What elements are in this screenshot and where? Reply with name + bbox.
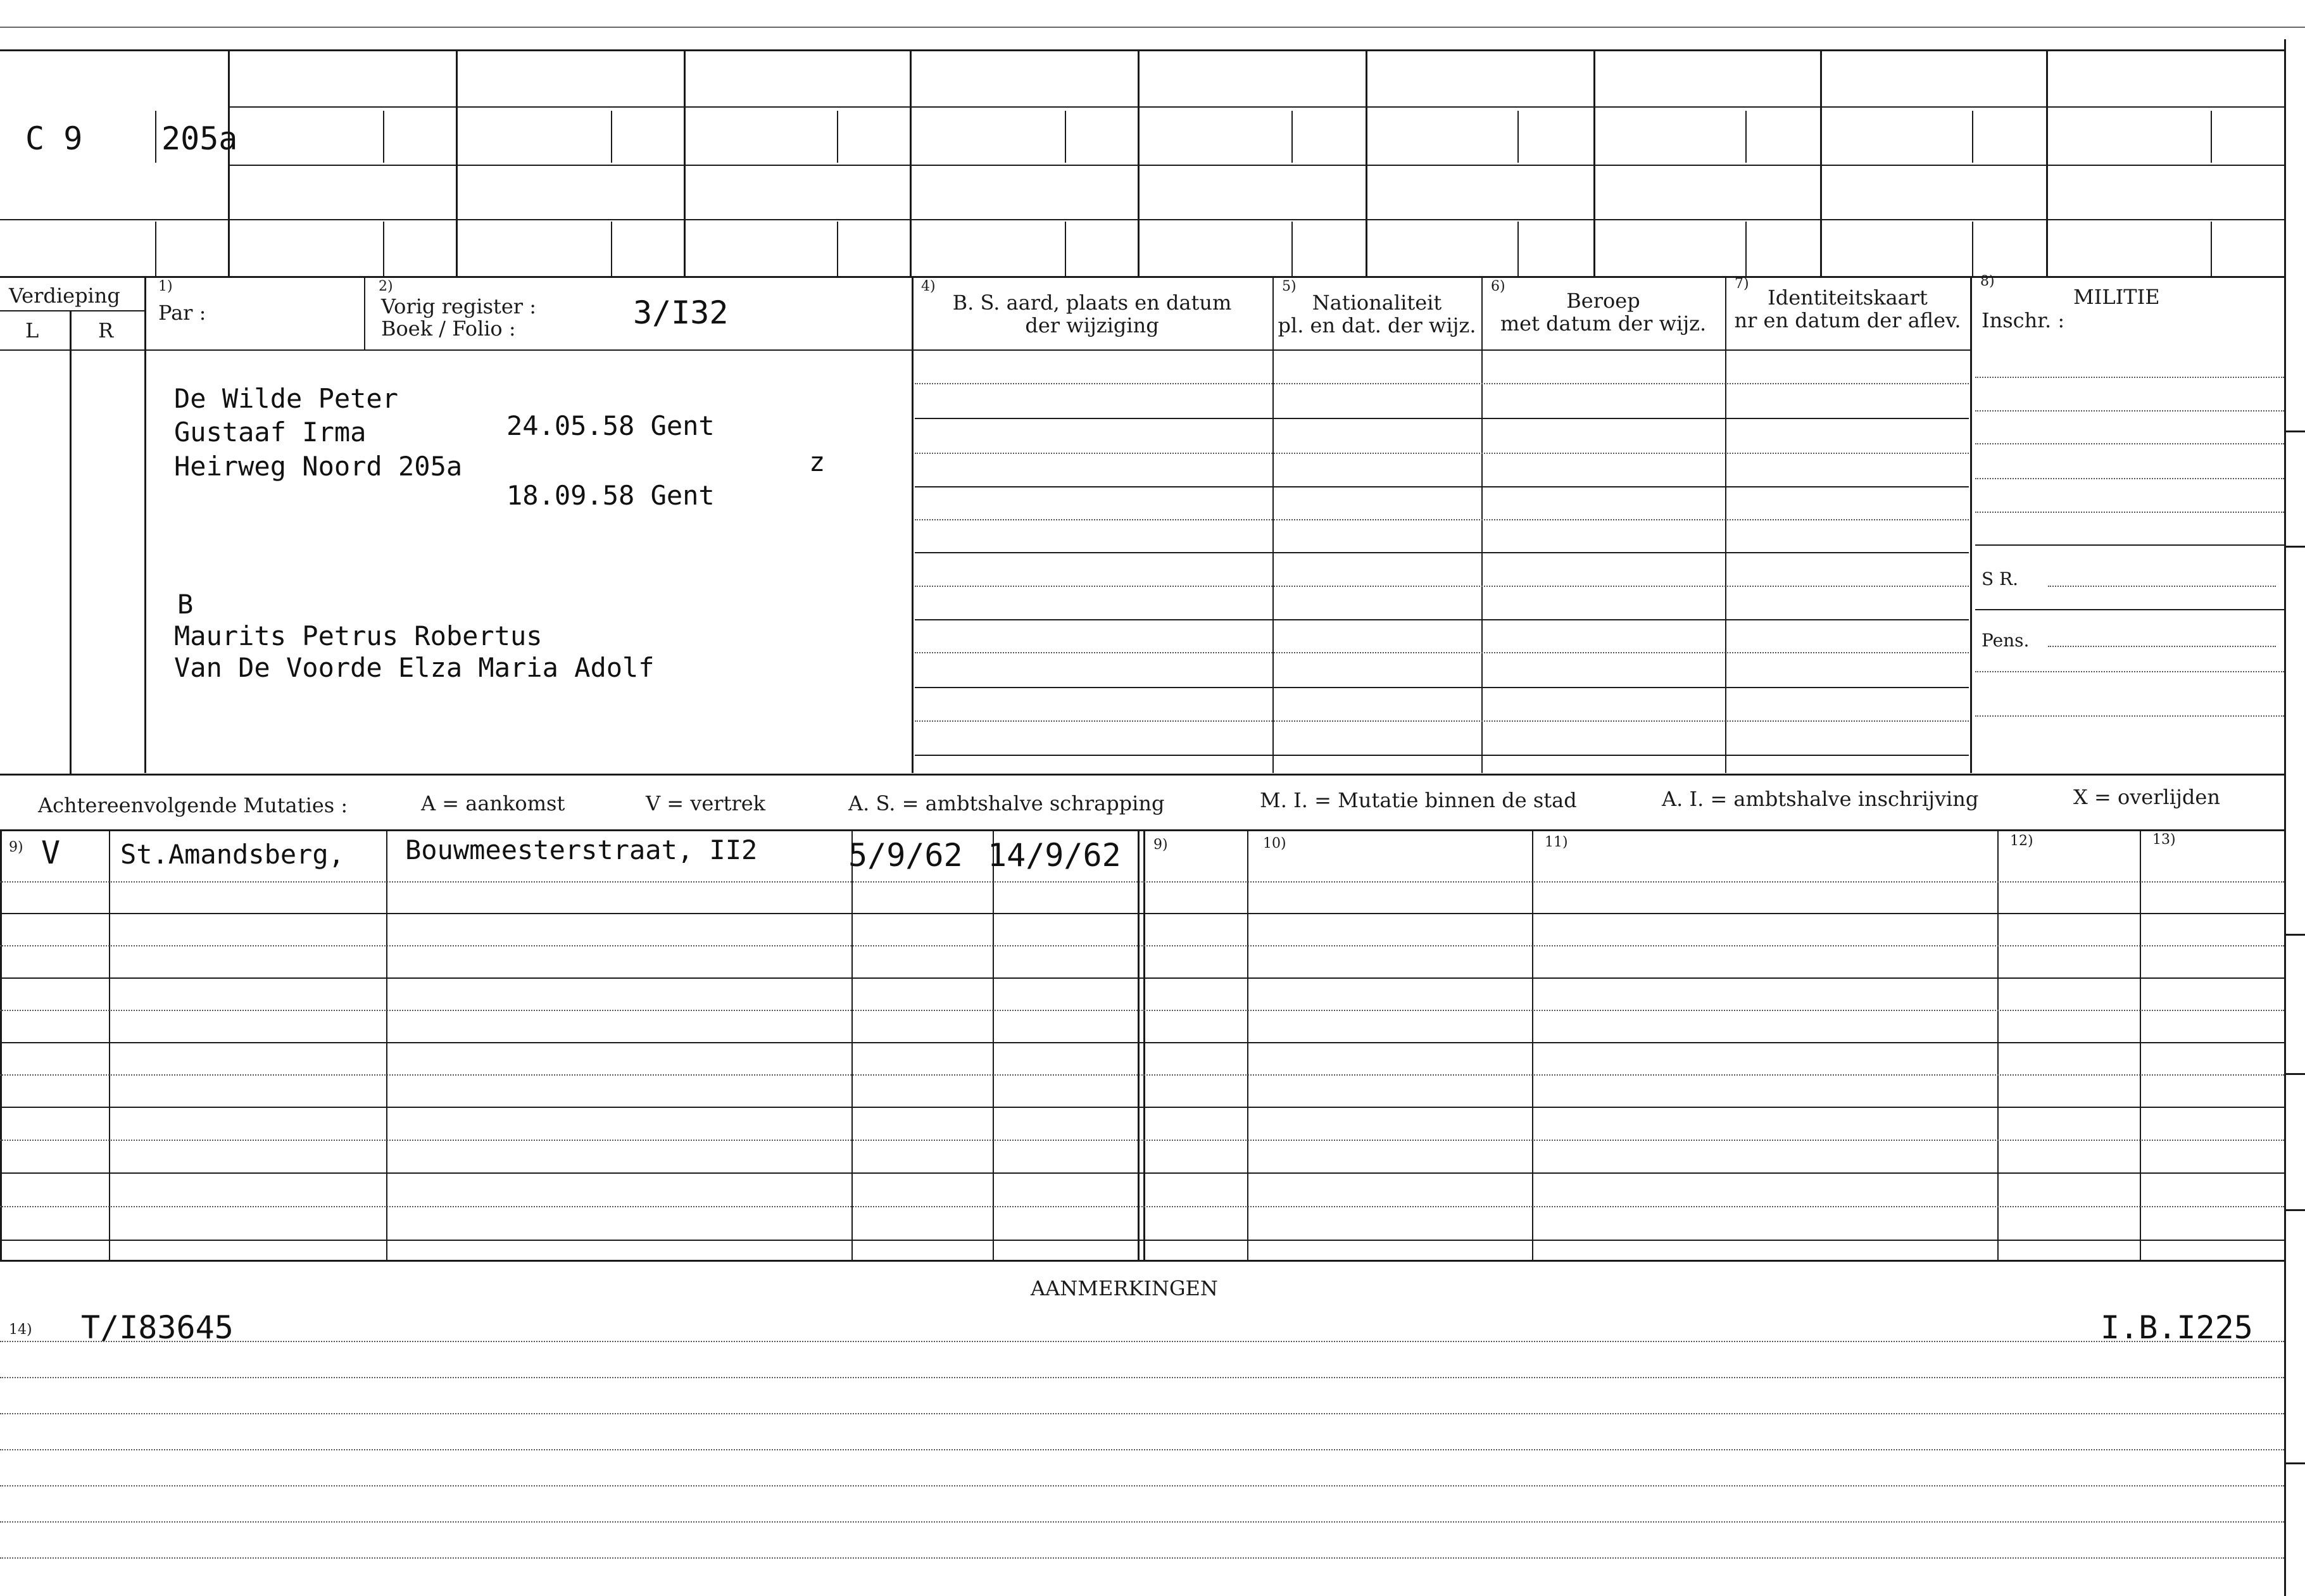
mut-num-12: 12) bbox=[2010, 833, 2033, 849]
col-bs-edge bbox=[1272, 276, 1274, 773]
mutation-place: St.Amandsberg, bbox=[120, 839, 345, 870]
mutation-date-2: 14/9/62 bbox=[988, 837, 1121, 874]
bs-header: B. S. aard, plaats en datum der wijziging bbox=[952, 291, 1232, 337]
bs-number: 4) bbox=[921, 279, 936, 294]
right-border bbox=[2284, 39, 2286, 1596]
mut-num-10: 10) bbox=[1263, 836, 1286, 851]
remarks-left-value: T/I83645 bbox=[81, 1309, 234, 1346]
col-l-label: L bbox=[25, 318, 39, 342]
vorig-register-label: Vorig register : bbox=[381, 294, 537, 318]
vorig-register-value: 3/I32 bbox=[633, 294, 729, 331]
person-b-marker: B bbox=[177, 589, 194, 620]
mutations-bottom-line bbox=[0, 1260, 2284, 1262]
marital-mark: z bbox=[809, 446, 826, 477]
spouse-parents: Van De Voorde Elza Maria Adolf bbox=[174, 652, 655, 683]
col-verdieping-edge bbox=[144, 276, 146, 773]
col-par-edge bbox=[364, 276, 365, 349]
pens-label: Pens. bbox=[1982, 630, 2030, 651]
legend-schrapping: A. S. = ambtshalve schrapping bbox=[848, 791, 1165, 815]
mutation-street: Bouwmeesterstraat, II2 bbox=[405, 834, 758, 865]
boek-folio-label: Boek / Folio : bbox=[381, 317, 516, 341]
id-header: Identiteitskaart nr en datum der aflev. bbox=[1734, 286, 1961, 332]
mutations-top-line bbox=[0, 829, 2284, 831]
legend-top-line bbox=[0, 774, 2284, 776]
verdieping-label: Verdieping bbox=[9, 284, 120, 308]
verdieping-divider bbox=[0, 310, 144, 311]
inschr-label: Inschr. : bbox=[1982, 308, 2065, 332]
legend-inschrijving: A. I. = ambtshalve inschrijving bbox=[1662, 787, 1979, 811]
vorig-number: 2) bbox=[379, 279, 393, 294]
legend-mutatie: M. I. = Mutatie binnen de stad bbox=[1260, 788, 1577, 812]
top-cell-number: 205a bbox=[161, 120, 238, 157]
person-address: Heirweg Noord 205a bbox=[174, 451, 463, 482]
sr-line bbox=[2048, 586, 2276, 587]
mut-num-13: 13) bbox=[2152, 832, 2176, 848]
id-number: 7) bbox=[1735, 276, 1749, 292]
nat-number: 5) bbox=[1282, 279, 1297, 294]
pens-line bbox=[2048, 646, 2276, 647]
col-id-edge bbox=[1970, 276, 1972, 773]
second-date-place: 18.09.58 Gent bbox=[506, 480, 715, 511]
mut-num-9-right: 9) bbox=[1153, 837, 1168, 853]
top-edge-line bbox=[0, 27, 2305, 28]
remarks-title: AANMERKINGEN bbox=[1031, 1276, 1218, 1300]
par-label: Par : bbox=[158, 301, 206, 325]
nat-header: Nationaliteit pl. en dat. der wijz. bbox=[1278, 291, 1476, 337]
top-grid-border bbox=[0, 49, 2285, 51]
legend-overlijden: X = overlijden bbox=[2073, 785, 2220, 809]
birth-date-place: 24.05.58 Gent bbox=[506, 410, 715, 441]
beroep-number: 6) bbox=[1491, 279, 1505, 294]
remarks-number: 14) bbox=[9, 1322, 32, 1338]
spouse-names: Maurits Petrus Robertus bbox=[174, 620, 543, 651]
legend-aankomst: A = aankomst bbox=[421, 791, 565, 815]
person-first-names: Gustaaf Irma bbox=[174, 417, 367, 448]
par-number: 1) bbox=[158, 279, 173, 294]
col-nat-edge bbox=[1481, 276, 1483, 773]
person-name: De Wilde Peter bbox=[174, 383, 399, 414]
header-bottom-line bbox=[0, 349, 1972, 351]
col-main-edge bbox=[912, 276, 914, 773]
col-r-label: R bbox=[98, 318, 114, 342]
remarks-right-value: I.B.I225 bbox=[2101, 1309, 2253, 1346]
mutation-type: V bbox=[41, 834, 61, 871]
legend-title: Achtereenvolgende Mutaties : bbox=[38, 793, 348, 817]
militie-label: MILITIE bbox=[2073, 285, 2160, 309]
mut-num-11: 11) bbox=[1545, 834, 1568, 850]
header-top-line bbox=[0, 276, 2284, 278]
legend-vertrek: V = vertrek bbox=[646, 791, 766, 815]
beroep-header: Beroep met datum der wijz. bbox=[1500, 289, 1707, 336]
col-lr-divider bbox=[70, 310, 72, 776]
top-cell-code: C 9 bbox=[25, 120, 83, 157]
mutation-date-1: 5/9/62 bbox=[848, 837, 963, 874]
sr-label: S R. bbox=[1982, 569, 2019, 589]
mut-num-9-left: 9) bbox=[9, 839, 23, 855]
militie-number: 8) bbox=[1980, 273, 1995, 289]
col-beroep-edge bbox=[1725, 276, 1726, 773]
